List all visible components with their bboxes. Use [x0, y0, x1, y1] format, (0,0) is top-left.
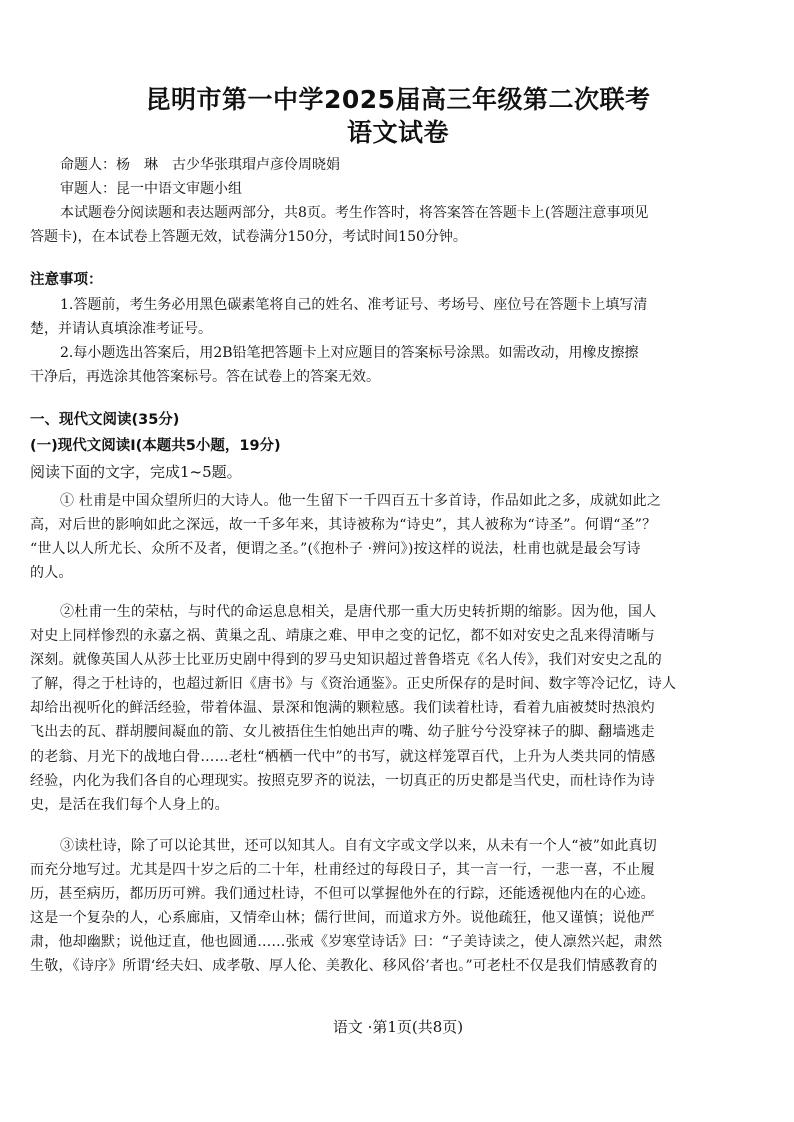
paragraph-line: 这是一个复杂的人，心系廊庙，又情牵山林；儒行世间，而道求方外。说他疏狂，他又谨慎；说他严: [30, 910, 655, 927]
section-heading: 一、现代文阅读(35分): [30, 412, 180, 428]
notice-heading: 注意事项：: [30, 272, 103, 288]
notice-item-1-line-1: 1.答题前，考生务必用黑色碳素笔将自己的姓名、准考证号、考场号、座位号在答题卡上填写清: [60, 297, 648, 313]
paragraph-line: 史，是活在我们每个人身上的。: [30, 796, 229, 813]
paragraph-line: ②杜甫一生的荣枯，与时代的命运息息相关，是唐代那一重大历史转折期的缩影。因为他，国人: [60, 604, 657, 620]
paragraph-line: 而充分地写过。尤其是四十岁之后的二十年，杜甫经过的每段日子，其一言一行，一悲一喜，不止履: [30, 862, 655, 879]
paragraph-line: 高，对后世的影响如此之深远，故一千多年来，其诗被称为“诗史”，其人被称为“诗圣”。何谓“圣”？: [30, 517, 657, 534]
exam-title: 昆明市第一中学2025届高三年级第二次联考: [145, 85, 651, 114]
notice-item-1-line-2: 楚，并请认真填涂准考证号。: [30, 321, 212, 337]
notice-item-2-line-1: 2.每小题选出答案后，用2B铅笔把答题卡上对应题目的答案标号涂黑。如需改动，用橡皮擦擦: [60, 345, 639, 361]
passage-paragraph-1: [30, 489, 766, 585]
passage-paragraph-2: [30, 600, 766, 817]
reviewers-line: 审题人：昆一中语文审题小组: [60, 181, 242, 197]
authors-line: 命题人：杨 琳 古少华张琪瑁卢彦伶周晓娟: [60, 157, 340, 173]
paragraph-line: 对史上同样惨烈的永嘉之祸、黄巢之乱、靖康之难、甲申之变的记忆，都不如对安史之乱来得清晰与: [30, 628, 655, 645]
paragraph-line: 经验，内化为我们各自的心理现实。按照克罗齐的说法，一切真正的历史都是当代史，而杜诗作为诗: [30, 772, 655, 789]
reading-instruction: 阅读下面的文字，完成1~5题。: [30, 463, 242, 481]
paragraph-line: 肃，他却幽默；说他迂直，他也圆通……张戒《岁寒堂诗话》曰：“子美诗读之，使人凛然兴起，肃然: [30, 934, 663, 951]
page-footer: 语文 ·第1页(共8页): [332, 1018, 464, 1036]
paragraph-line: 却给出视听化的鲜活经验，带着体温、景深和饱满的颗粒感。我们读着杜诗，看着九庙被焚时热浪灼: [30, 700, 655, 717]
intro-line-2: 答题卡)，在本试卷上答题无效，试卷满分150分，考试时间150分钟。: [30, 229, 467, 245]
paragraph-line: 了解，得之于杜诗的，也超过新旧《唐书》与《资治通鉴》。正史所保存的是时间、数字等冷记忆，诗人: [30, 676, 677, 693]
paragraph-line: “世人以人所尤长、众所不及者，便谓之圣。”(《抱朴子 ·辨问》)按这样的说法，杜甫也就是最会写诗: [30, 541, 641, 558]
paragraph-line: ① 杜甫是中国众望所归的大诗人。他一生留下一千四百五十多首诗，作品如此之多，成就如此之: [60, 493, 662, 509]
paragraph-line: 的老翁、月光下的战地白骨……老杜“栖栖一代中”的书写，就这样笼罩百代，上升为人类共同的情感: [30, 748, 656, 765]
paragraph-line: 的人。: [30, 565, 73, 582]
intro-line-1: 本试题卷分阅读题和表达题两部分，共8页。考生作答时，将答案答在答题卡上(答题注意事项见: [60, 205, 649, 221]
exam-subject-title: 语文试卷: [346, 118, 449, 147]
notice-item-2-line-2: 干净后，再选涂其他答案标号。答在试卷上的答案无效。: [30, 369, 380, 385]
subsection-heading: (一)现代文阅读Ⅰ(本题共5小题，19分): [30, 438, 281, 454]
passage-paragraph-3: [30, 834, 766, 979]
paragraph-line: ③读杜诗，除了可以论其世，还可以知其人。自有文字或文学以来，从未有一个人“被”如此真切: [60, 838, 657, 854]
paragraph-line: 生敬，《诗序》所谓‘经夫妇、成孝敬、厚人伦、美教化、移风俗’者也。”可老杜不仅是我们情感教育的: [30, 958, 658, 975]
paragraph-line: 历，甚至病历，都历历可辨。我们通过杜诗，不但可以掌握他外在的行踪，还能透视他内在的心迹。: [30, 886, 655, 903]
paragraph-line: 深刻。就像英国人从莎士比亚历史剧中得到的罗马史知识超过普鲁塔克《名人传》，我们对安史之乱的: [30, 652, 662, 669]
paragraph-line: 飞出去的瓦、群胡腰间凝血的箭、女儿被捂住生怕她出声的嘴、幼子脏兮兮没穿袜子的脚、翻墙逃走: [30, 724, 655, 741]
